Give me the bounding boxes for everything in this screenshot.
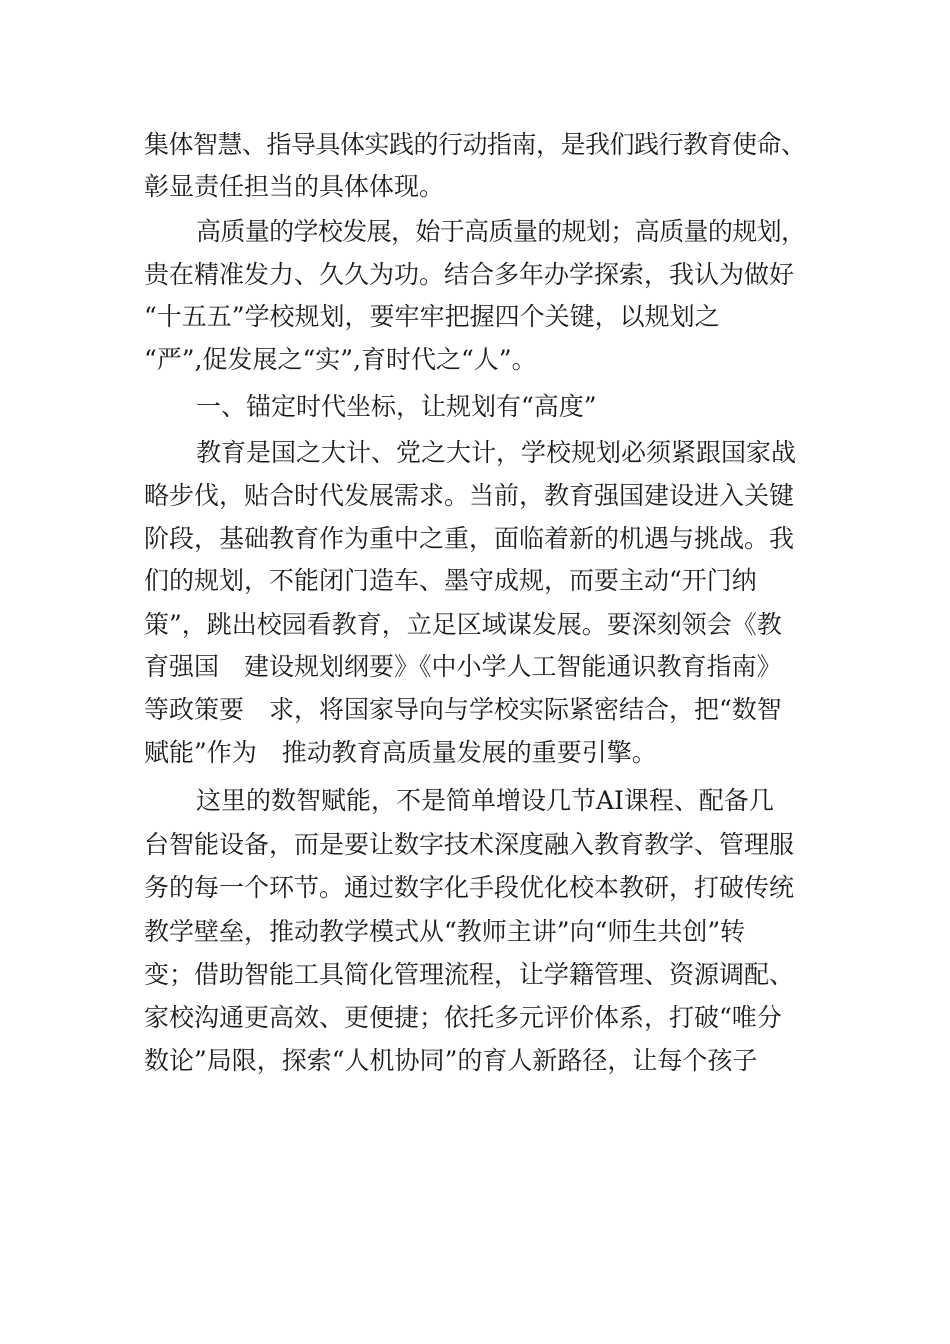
text-line: “十五五”学校规划，要牢牢把握四个关键，以规划之 xyxy=(144,302,720,331)
text-line: 彰显责任担当的具体体现。 xyxy=(144,172,445,201)
text-line: 等政策要 求，将国家导向与学校实际紧密结合，把“数智 xyxy=(144,695,782,724)
text-line: 略步伐，贴合时代发展需求。当前，教育强国建设进入关键 xyxy=(144,481,795,510)
text-line: 务的每一个环节。通过数字化手段优化校本教研，打破传统 xyxy=(144,873,795,902)
text-line: “严”,促发展之“实”,育时代之“人”。 xyxy=(144,345,537,374)
text-line: 阶段，基础教育作为重中之重，面临着新的机遇与挑战。我 xyxy=(144,524,795,553)
text-line: 策”，跳出校园看教育，立足区域谋发展。要深刻领会《教 xyxy=(144,610,782,639)
text-line: 家校沟通更高效、更便捷；依托多元评价体系，打破“唯分 xyxy=(144,1003,782,1032)
paragraph-first-line: 高质量的学校发展，始于高质量的规划；高质量的规划， xyxy=(196,217,806,246)
text-line: 数论”局限，探索“人机协同”的育人新路径，让每个孩子 xyxy=(144,1046,758,1075)
text-line: 教学壁垒，推动教学模式从“教师主讲”向“师生共创”转 xyxy=(144,917,746,946)
section-heading: 一、锚定时代坐标，让规划有“高度” xyxy=(196,392,597,421)
text-line: 集体智慧、指导具体实践的行动指南，是我们践行教育使命、 xyxy=(144,130,806,159)
text-line: 贵在精准发力、久久为功。结合多年办学探索，我认为做好 xyxy=(144,260,795,289)
paragraph-first-line: 教育是国之大计、党之大计，学校规划必须紧跟国家战 xyxy=(196,438,797,467)
text-line: 育强国 建设规划纲要》《中小学人工智能通识教育指南》 xyxy=(144,652,782,681)
paragraph-first-line: 这里的数智赋能，不是简单增设几节AI课程、配备几 xyxy=(196,786,774,815)
text-line: 台智能设备，而是要让数字技术深度融入教育教学、管理服 xyxy=(144,830,795,859)
text-line: 们的规划，不能闭门造车、墨守成规，而要主动“开门纳 xyxy=(144,566,757,595)
text-line: 变；借助智能工具简化管理流程，让学籍管理、资源调配、 xyxy=(144,960,795,989)
text-line: 赋能”作为 推动教育高质量发展的重要引擎。 xyxy=(144,738,657,767)
